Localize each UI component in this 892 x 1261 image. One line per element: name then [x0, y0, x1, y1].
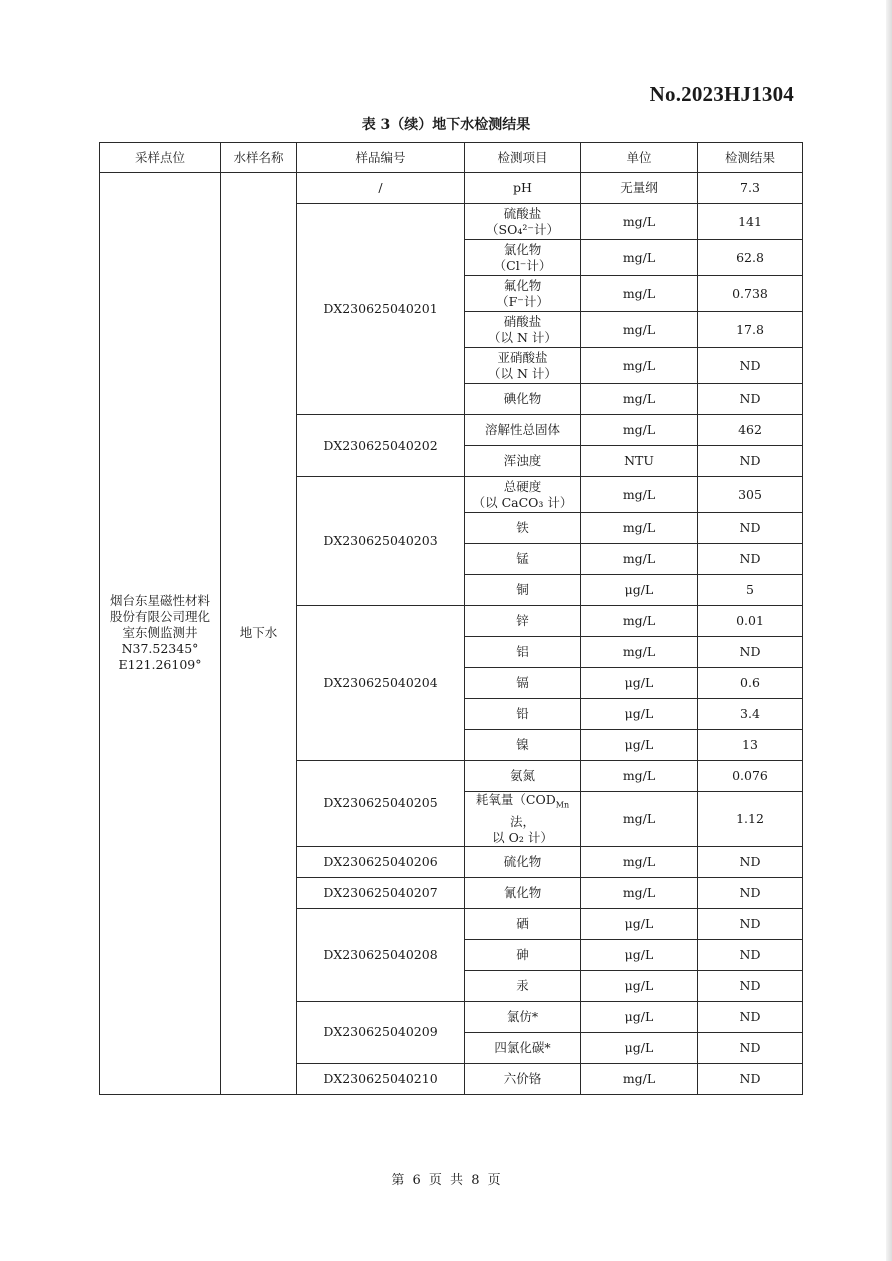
test-item-cell — [465, 668, 581, 699]
sample-id-cell: DX230625040202 — [297, 415, 465, 477]
result-cell: ND — [698, 544, 803, 575]
test-item-name: 氨氮 — [509, 768, 535, 783]
test-item-basis: （以 N 计） — [488, 329, 557, 345]
result-cell: ND — [698, 846, 803, 877]
column-header: 检测项目 — [465, 143, 581, 173]
test-item-cell — [465, 761, 581, 792]
test-item-cell — [465, 544, 581, 575]
result-cell: 0.01 — [698, 606, 803, 637]
test-item-basis: （SO₄²⁻计） — [486, 221, 559, 237]
column-header: 检测结果 — [698, 143, 803, 173]
sample-id-cell: / — [297, 173, 465, 204]
unit-cell: mg/L — [581, 415, 698, 446]
site-line: E121.26109° — [118, 657, 202, 673]
test-item-cell — [465, 204, 581, 240]
sample-id-cell: DX230625040208 — [297, 908, 465, 1001]
page-footer: 第 6 页 共 8 页 — [391, 1173, 501, 1188]
result-cell: ND — [698, 637, 803, 668]
sample-id-cell: DX230625040205 — [297, 761, 465, 847]
test-item-name: 硒 — [516, 915, 529, 931]
test-item-basis: （以 CaCO₃ 计） — [472, 494, 573, 510]
unit-cell: μg/L — [581, 1032, 698, 1063]
test-item-basis: （F⁻计） — [496, 293, 549, 309]
test-item-name: 浑浊度 — [503, 453, 542, 468]
test-item-cell — [465, 730, 581, 761]
test-item-cell — [465, 173, 581, 204]
unit-cell: μg/L — [581, 699, 698, 730]
test-item-name: 铅 — [516, 706, 529, 721]
result-cell: 0.6 — [698, 668, 803, 699]
unit-cell: mg/L — [581, 477, 698, 513]
unit-cell: mg/L — [581, 544, 698, 575]
unit-cell: mg/L — [581, 513, 698, 544]
unit-cell: mg/L — [581, 877, 698, 908]
test-item-cell — [465, 384, 581, 415]
test-item-name: 锰 — [516, 551, 529, 566]
table-header-row — [100, 143, 803, 173]
unit-cell: μg/L — [581, 1001, 698, 1032]
test-item-basis: （Cl⁻计） — [493, 257, 552, 273]
sample-id-cell: DX230625040201 — [297, 204, 465, 415]
result-cell: ND — [698, 384, 803, 415]
sample-id-cell: DX230625040204 — [297, 606, 465, 761]
column-header: 水样名称 — [221, 143, 297, 173]
table-row — [100, 173, 803, 204]
water-name-cell: 地下水 — [221, 173, 297, 1095]
test-item-cell — [465, 699, 581, 730]
test-item-cell — [465, 637, 581, 668]
column-header: 单位 — [581, 143, 698, 173]
unit-cell: mg/L — [581, 312, 698, 348]
test-item-cell — [465, 1032, 581, 1063]
unit-cell: μg/L — [581, 668, 698, 699]
page-edge — [886, 0, 892, 1261]
unit-cell: μg/L — [581, 730, 698, 761]
sampling-site-cell — [100, 173, 221, 1095]
test-item-cell — [465, 575, 581, 606]
unit-cell: mg/L — [581, 240, 698, 276]
result-cell: ND — [698, 446, 803, 477]
test-item-cell — [465, 792, 581, 847]
result-cell: ND — [698, 1001, 803, 1032]
result-cell: ND — [698, 1063, 803, 1094]
site-line: N37.52345° — [121, 641, 199, 657]
result-cell: 5 — [698, 575, 803, 606]
test-item-name: 耗氧量（COD — [475, 792, 556, 807]
test-item-cell — [465, 446, 581, 477]
test-item-name: 砷 — [516, 946, 529, 962]
result-cell: ND — [698, 939, 803, 970]
test-item-name: 氰化物 — [503, 884, 542, 900]
result-cell: 17.8 — [698, 312, 803, 348]
test-item-name: 镍 — [516, 737, 529, 752]
sample-id-cell: DX230625040203 — [297, 477, 465, 606]
test-item-cell — [465, 1063, 581, 1094]
unit-cell: μg/L — [581, 939, 698, 970]
test-item-name: 氟化物 — [503, 277, 542, 293]
test-item-cell — [465, 908, 581, 939]
test-item-cell — [465, 348, 581, 384]
test-item-name: 镉 — [516, 675, 529, 690]
test-item-name: 氯化物 — [503, 241, 542, 257]
results-body — [100, 173, 803, 1095]
test-item-name: 亚硝酸盐 — [497, 349, 548, 365]
unit-cell: NTU — [581, 446, 698, 477]
result-cell: 62.8 — [698, 240, 803, 276]
result-cell: 305 — [698, 477, 803, 513]
unit-cell: mg/L — [581, 1063, 698, 1094]
test-item-basis: （以 N 计） — [488, 365, 557, 381]
result-cell: 0.738 — [698, 276, 803, 312]
unit-cell: mg/L — [581, 637, 698, 668]
unit-cell: mg/L — [581, 606, 698, 637]
test-item-subscript: Mn — [555, 800, 570, 810]
test-item-cell — [465, 513, 581, 544]
test-item-name: pH — [513, 180, 532, 195]
test-item-name: 四氯化碳* — [494, 1039, 551, 1055]
unit-cell: mg/L — [581, 846, 698, 877]
test-item-cell — [465, 477, 581, 513]
result-cell: 3.4 — [698, 699, 803, 730]
result-cell: 141 — [698, 204, 803, 240]
result-cell: 7.3 — [698, 173, 803, 204]
site-line: 股份有限公司理化 — [109, 609, 210, 625]
result-cell: ND — [698, 348, 803, 384]
table-title: 表 3（续）地下水检测结果 — [361, 117, 531, 133]
result-cell: ND — [698, 970, 803, 1001]
sample-id-cell: DX230625040210 — [297, 1063, 465, 1094]
result-cell: ND — [698, 908, 803, 939]
test-item-cell — [465, 939, 581, 970]
sample-id-cell: DX230625040206 — [297, 846, 465, 877]
test-item-tail: 法， — [509, 813, 535, 829]
unit-cell: μg/L — [581, 575, 698, 606]
test-item-name: 铝 — [516, 644, 529, 659]
column-header: 样品编号 — [297, 143, 465, 173]
test-item-name: 溶解性总固体 — [484, 422, 560, 437]
report-number: No.2023HJ1304 — [649, 82, 794, 106]
result-cell: 1.12 — [698, 792, 803, 847]
result-cell: 0.076 — [698, 761, 803, 792]
unit-cell: mg/L — [581, 348, 698, 384]
test-item-cell — [465, 276, 581, 312]
result-cell: ND — [698, 1032, 803, 1063]
test-item-basis: 以 O₂ 计） — [492, 829, 553, 845]
test-item-name: 硫化物 — [503, 853, 542, 869]
result-cell: 13 — [698, 730, 803, 761]
test-item-name: 硫酸盐 — [503, 205, 542, 221]
unit-cell: mg/L — [581, 792, 698, 847]
unit-cell: mg/L — [581, 384, 698, 415]
test-item-cell — [465, 240, 581, 276]
site-line: 烟台东星磁性材料 — [109, 593, 210, 609]
results-table — [99, 142, 803, 1095]
test-item-cell — [465, 606, 581, 637]
test-item-cell — [465, 312, 581, 348]
unit-cell: mg/L — [581, 276, 698, 312]
result-cell: 462 — [698, 415, 803, 446]
test-item-name: 六价铬 — [503, 1070, 542, 1086]
test-item-name: 铁 — [516, 520, 529, 535]
test-item-cell — [465, 846, 581, 877]
test-item-cell — [465, 1001, 581, 1032]
test-item-cell — [465, 415, 581, 446]
site-line: 室东侧监测井 — [122, 625, 198, 641]
test-item-name: 氯仿* — [506, 1008, 539, 1024]
unit-cell: μg/L — [581, 908, 698, 939]
unit-cell: μg/L — [581, 970, 698, 1001]
unit-cell: 无量纲 — [581, 173, 698, 204]
test-item-name: 铜 — [516, 582, 529, 597]
result-cell: ND — [698, 877, 803, 908]
test-item-name: 碘化物 — [503, 391, 542, 406]
sample-id-cell: DX230625040207 — [297, 877, 465, 908]
test-item-name: 硝酸盐 — [503, 313, 542, 329]
test-item-cell — [465, 970, 581, 1001]
test-item-name: 锌 — [516, 613, 529, 628]
sample-id-cell: DX230625040209 — [297, 1001, 465, 1063]
test-item-name: 总硬度 — [503, 478, 542, 494]
unit-cell: mg/L — [581, 204, 698, 240]
column-header: 采样点位 — [100, 143, 221, 173]
unit-cell: mg/L — [581, 761, 698, 792]
result-cell: ND — [698, 513, 803, 544]
test-item-cell — [465, 877, 581, 908]
test-item-name: 汞 — [516, 977, 529, 993]
